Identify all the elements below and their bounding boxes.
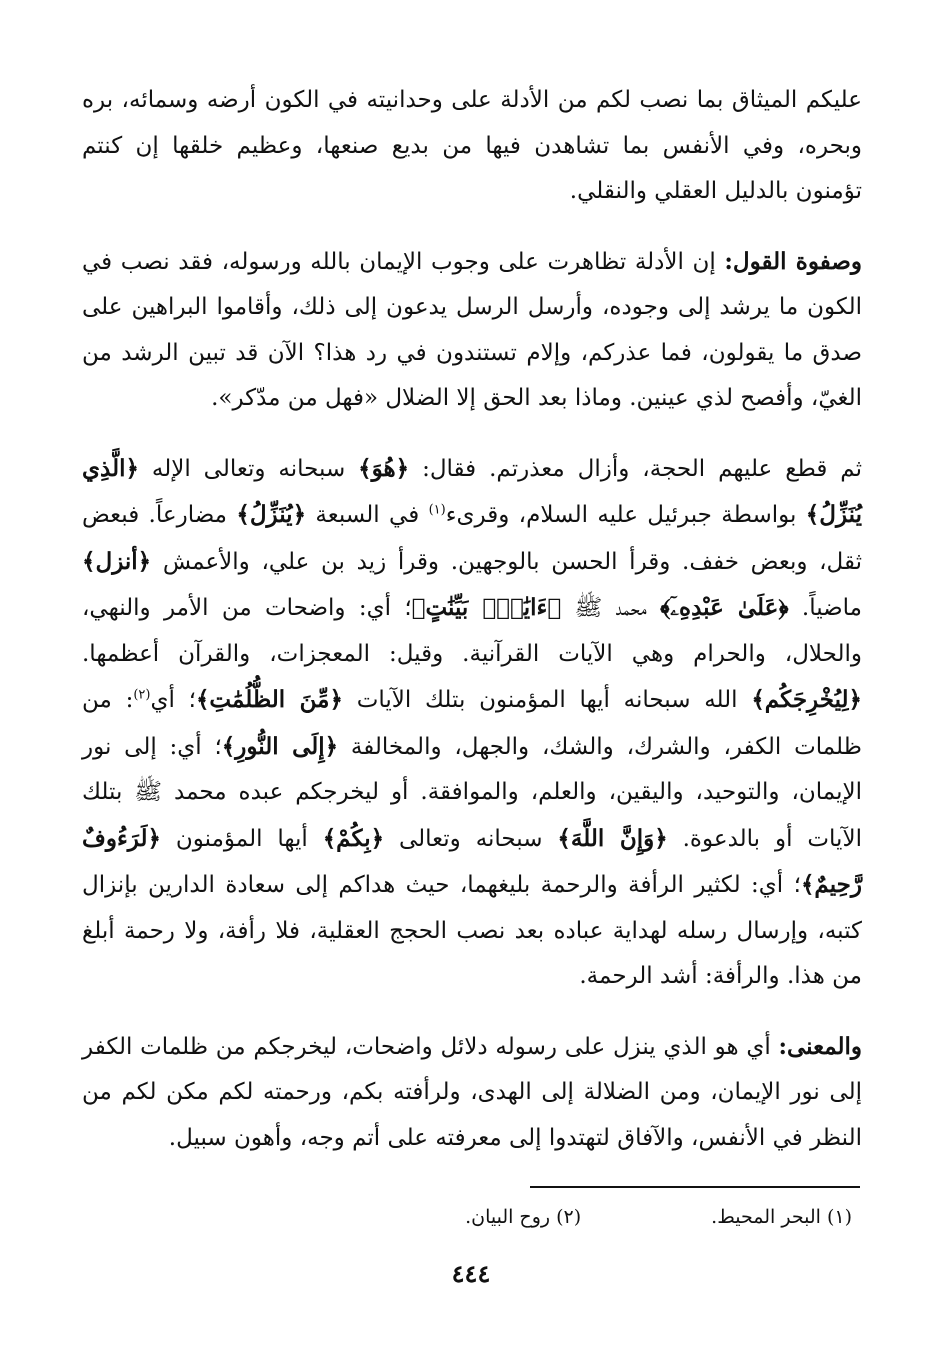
quran-quote: ﴿الَّذِي يُنَزِّلُ﴾ xyxy=(82,454,862,528)
footnote-1 xyxy=(711,1203,852,1231)
p3-segment: ؛ أي: لكثير الرأفة والرحمة بليغهما، حيث هداكم إلى سعادة الدارين بإنزال كتبه، وإرسال رسله لهداية عباده بعد نصب الحجج العقلية، فلا رأفة، ولا رحمة أبلغ من هذا. والرأفة: أشد الرحمة. xyxy=(82,872,862,989)
paragraph-4-lead: والمعنى: xyxy=(778,1032,862,1060)
p3-segment: بواسطة جبرئيل عليه السلام، وقرىء xyxy=(445,502,806,528)
paragraph-2 xyxy=(82,239,862,422)
footnote-divider xyxy=(530,1186,860,1188)
paragraph-4 xyxy=(82,1024,862,1162)
p3-segment: مضارعاً. فبعض ثقل، وبعض خفف. وقرأ الحسن بالوجهين. وقرأ زيد بن علي، والأعمش xyxy=(82,502,862,575)
footnote-1-text: البحر المحيط. xyxy=(711,1206,821,1228)
footnote-ref-2[interactable]: (٢) xyxy=(133,687,151,703)
quran-quote: ﴿إِلَى النُّورِ﴾ xyxy=(221,732,339,760)
p3-segment: : من ظلمات الكفر، والشرك، والشك، والجهل، والمخالفة xyxy=(82,687,862,760)
quran-quote: ﴿بِكُمْ﴾ xyxy=(322,824,385,852)
paragraph-2-text: إن الأدلة تظاهرت على وجوب الإيمان بالله ورسوله، فقد نصب في الكون ما يرشد إلى وجوده، وأرسل الرسل يدعون إلى ذلك، وأقاموا البراهين على صدق ما يقولون، فما عذركم، وإلام تستندون في رد هذا؟ الآن قد تبين الرشد من الغيّ، وأفصح لذي عينين. وماذا بعد الحق إلا الضلال «فهل من مدّكر». xyxy=(82,248,862,411)
paragraph-1 xyxy=(82,78,862,215)
footnotes xyxy=(152,1203,852,1231)
footnote-2-number: (٢) xyxy=(556,1206,582,1228)
p3-segment: الله سبحانه أيها المؤمنون بتلك الآيات xyxy=(342,687,752,713)
quran-quote: ﴿وَإِنَّ اللَّهَ﴾ xyxy=(557,824,668,852)
paragraph-3 xyxy=(82,446,862,1000)
quran-quote: ﴿عَلَىٰ عَبْدِهِۦٓ﴾ xyxy=(660,594,789,621)
paragraph-2-lead: وصفوة القول: xyxy=(724,247,862,275)
paragraph-4-text: أي هو الذي ينزل على رسوله دلائل واضحات، ليخرجكم من ظلمات الكفر إلى نور الإيمان، ومن الضلالة إلى الهدى، ولرأفته بكم، ورحمته لكم مكن لكم من النظر في الأنفس، والآفاق لتهتدوا إلى معرفته على أتم وجه، وأهون سبيل. xyxy=(82,1033,862,1151)
p3-segment: ؛ أي xyxy=(150,687,196,713)
quran-quote: ﴿ءَايَٰتٍۭ بَيِّنَٰتٍ﴾ xyxy=(411,594,562,621)
quran-quote: ﴿لِيُخْرِجَكُم﴾ xyxy=(751,686,862,713)
quran-quote: ﴿يُنَزِّلُ﴾ xyxy=(236,501,307,528)
quran-quote: ﴿مِّنَ الظُّلُمَٰتِ﴾ xyxy=(195,686,343,713)
p3-segment: ماضياً. xyxy=(788,595,863,621)
p3-segment: سبحانه وتعالى xyxy=(384,825,558,852)
footnote-2-text: روح البيان. xyxy=(465,1206,551,1228)
p3-segment: ؛ أي: إلى نور الإيمان، والتوحيد، واليقين، والعلم، والموافقة. أو ليخرجكم عبده محمد ﷺ بتلك الآيات أو بالدعوة. xyxy=(82,733,862,852)
p3-segment: ؛ أي: واضحات من الأمر والنهي، والحلال، والحرام وهي الآيات القرآنية. وقيل: المعجزات، والقرآن أعظمها. xyxy=(82,595,862,667)
paragraph-1-text: عليكم الميثاق بما نصب لكم من الأدلة على وحدانيته في الكون أرضه وسمائه، بره وبحره، وفي الأنفس بما تشاهدن فيها من بديع صنعها، وعظيم خلقها إن كنتم تؤمنون بالدليل العقلي والنقلي. xyxy=(82,87,862,204)
quran-quote: ﴿لَرَءُوفٌ رَّحِيمٌ﴾ xyxy=(82,824,862,898)
footnote-1-number: (١) xyxy=(826,1206,852,1228)
page-body xyxy=(82,78,862,1161)
page-number: ٤٤٤ xyxy=(451,1259,491,1288)
p3-segment: ثم قطع عليهم الحجة، وأزال معذرتم. فقال: xyxy=(409,455,862,482)
footnote-ref-1[interactable]: (١) xyxy=(428,502,446,518)
footnote-2 xyxy=(465,1203,581,1231)
p3-segment: في السبعة xyxy=(306,502,429,528)
quran-quote: ﴿أنزل﴾ xyxy=(82,547,152,575)
p3-segment: سبحانه وتعالى الإله xyxy=(138,455,359,482)
p3-segment: أيها المؤمنون xyxy=(160,825,323,852)
quran-quote: ﴿هُوَ﴾ xyxy=(358,454,410,482)
p3-segment: محمد ﷺ xyxy=(561,595,661,621)
